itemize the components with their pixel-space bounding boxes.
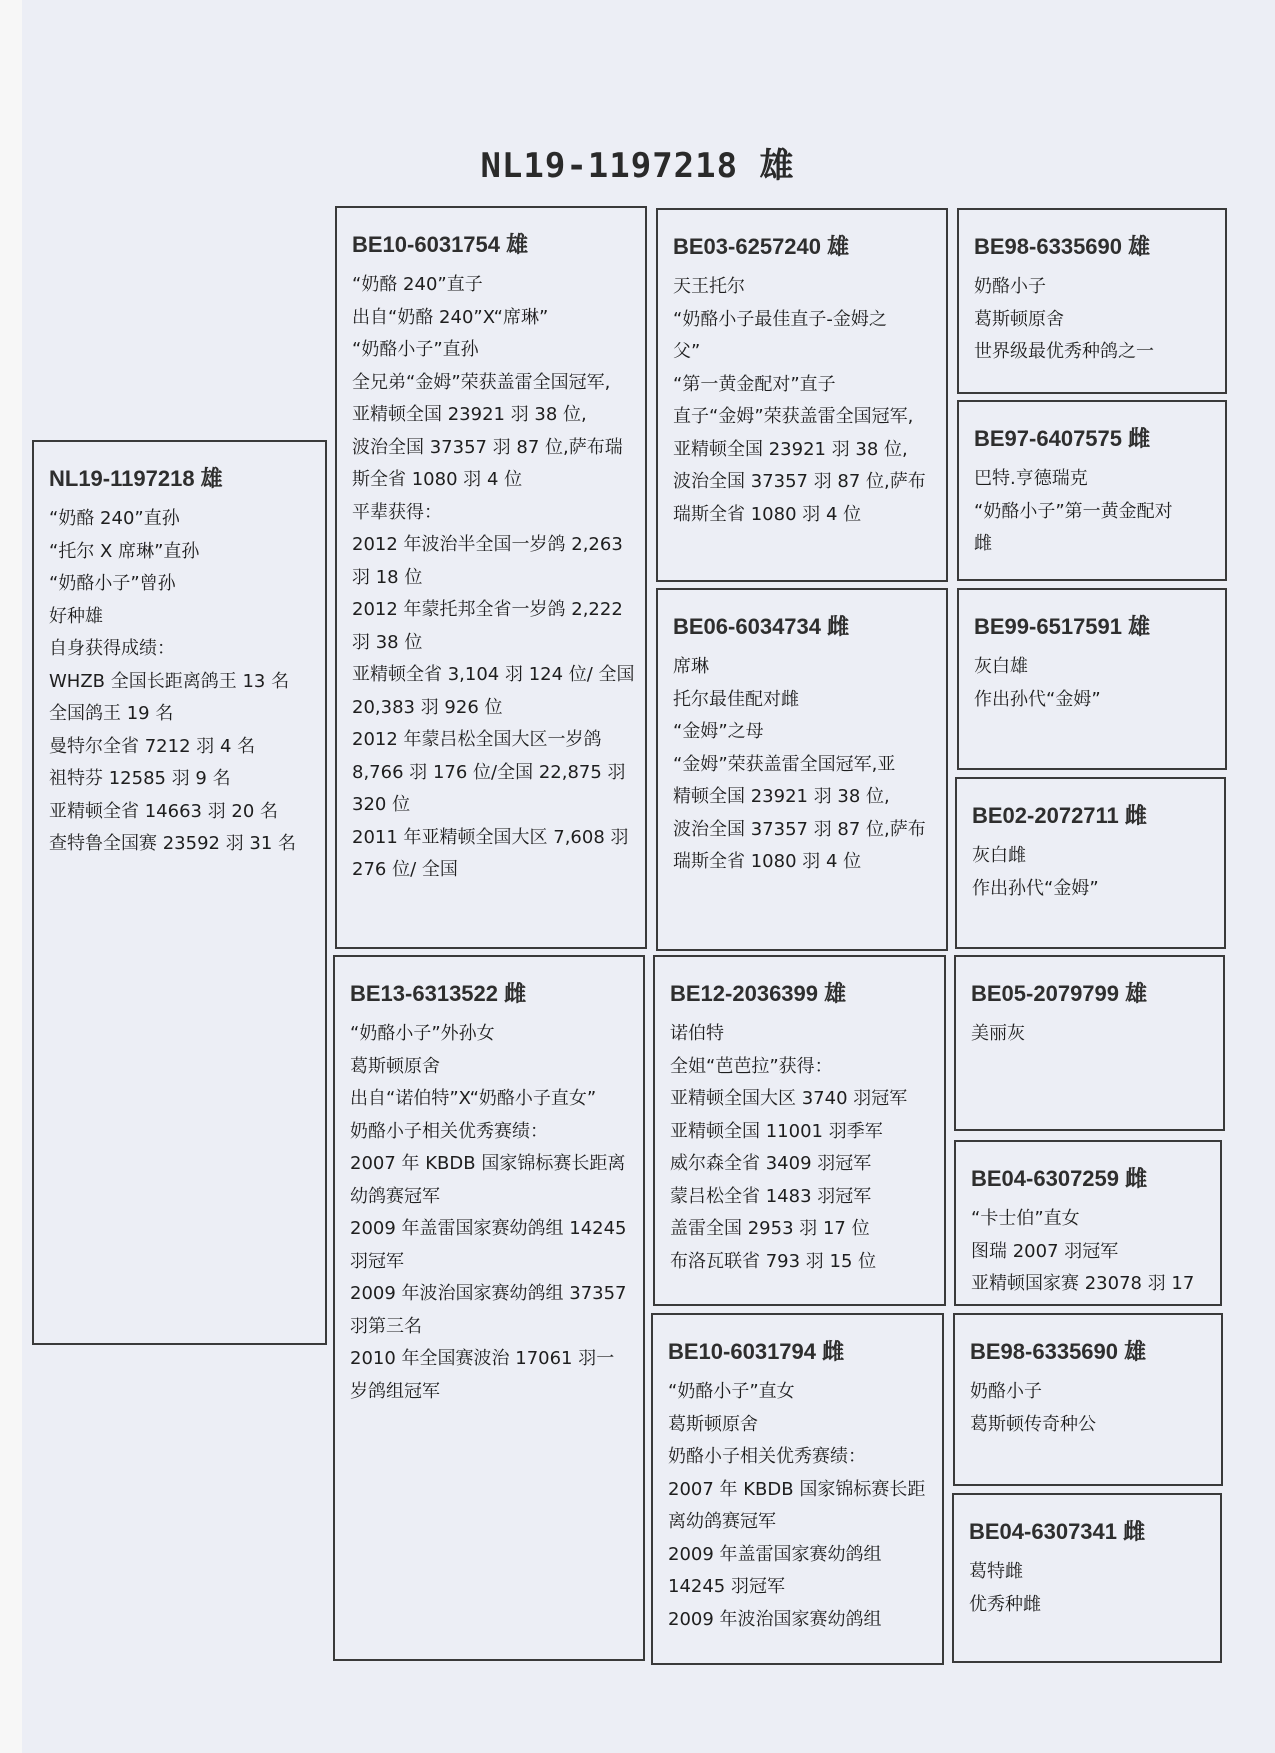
ring-number: BE99-6517591 雄: [974, 614, 1151, 639]
pedigree-line: 2012 年蒙吕松全国大区一岁鸽: [352, 729, 602, 750]
ring-number: BE97-6407575 雌: [974, 426, 1151, 451]
pedigree-line: 出自“奶酪 240”X“席琳”: [352, 306, 549, 328]
pedigree-line: 斯全省 1080 羽 4 位: [352, 469, 523, 490]
ring-number: BE04-6307259 雌: [971, 1166, 1148, 1191]
pedigree-line: 奶酪小子相关优秀赛绩：: [668, 1446, 866, 1467]
pedigree-line: 葛斯顿原舍: [974, 308, 1064, 330]
ring-number: BE12-2036399 雄: [670, 981, 847, 1006]
pedigree-line: 波治全国 37357 羽 87 位,萨布: [673, 818, 926, 840]
pedigree-line: 奶酪小子相关优秀赛绩：: [350, 1120, 548, 1142]
pedigree-line: 父”: [673, 341, 701, 362]
pedigree-line: 羽 38 位: [352, 631, 423, 653]
pedigree-line: 精顿全国 23921 羽 38 位,: [673, 786, 890, 807]
pedigree-line: “奶酪小子”曾孙: [49, 573, 176, 594]
ring-number: BE98-6335690 雄: [970, 1339, 1147, 1364]
pedigree-line: 出自“诺伯特”X“奶酪小子直女”: [350, 1088, 597, 1109]
pedigree-line: 离幼鸽赛冠军: [668, 1511, 776, 1532]
pedigree-line: 灰白雌: [972, 845, 1026, 866]
pedigree-line: 席琳: [673, 656, 709, 677]
pedigree-line: 图瑞 2007 羽冠军: [971, 1240, 1119, 1262]
pedigree-line: 亚精顿全省 3,104 羽 124 位/ 全国: [352, 664, 635, 685]
pedigree-line: 盖雷全国 2953 羽 17 位: [670, 1218, 870, 1239]
pedigree-line: 布洛瓦联省 793 羽 15 位: [670, 1250, 877, 1272]
pedigree-line: “奶酪小子”外孙女: [350, 1023, 495, 1044]
ring-number: BE03-6257240 雄: [673, 234, 850, 259]
pedigree-line: 岁鸽组冠军: [350, 1380, 440, 1402]
pedigree-line: 2009 年盖雷国家赛幼鸽组 14245: [350, 1218, 627, 1239]
pedigree-line: 羽第三名: [350, 1315, 422, 1337]
pedigree-line: “奶酪 240”直子: [352, 274, 483, 295]
pedigree-box-gp1: [957, 208, 1227, 394]
pedigree-line: 亚精顿全国 11001 羽季军: [670, 1120, 883, 1142]
pedigree-line: 14245 羽冠军: [668, 1576, 785, 1597]
pedigree-box-gp6: [954, 1140, 1222, 1306]
pedigree-box-dam: [333, 955, 645, 1661]
pedigree-line: 平辈获得：: [352, 501, 442, 523]
pedigree-line: 全兄弟“金姆”荣获盖雷全国冠军,: [352, 371, 611, 393]
pedigree-line: “托尔 X 席琳”直孙: [49, 540, 200, 562]
pedigree-line: “奶酪小子最佳直子-金姆之: [673, 308, 887, 330]
pedigree-line: 世界级最优秀种鸽之一: [974, 341, 1154, 362]
pedigree-line: 灰白雄: [974, 656, 1028, 677]
pedigree-line: 320 位: [352, 794, 411, 815]
pedigree-line: 瑞斯全省 1080 羽 4 位: [673, 503, 862, 525]
ring-number: BE13-6313522 雌: [350, 981, 527, 1006]
pedigree-box-sire-dam: [656, 588, 948, 951]
ring-number: BE05-2079799 雄: [971, 981, 1148, 1006]
pedigree-line: 巴特.亨德瑞克: [974, 468, 1088, 489]
pedigree-line: 好种雄: [49, 605, 103, 627]
pedigree-line: 作出孙代“金姆”: [972, 877, 1099, 899]
ring-number: BE06-6034734 雌: [673, 614, 850, 639]
pedigree-line: 奶酪小子: [974, 276, 1046, 297]
pedigree-line: 全国鸽王 19 名: [49, 703, 174, 724]
pedigree-line: 雌: [974, 533, 992, 554]
pedigree-box-gp2: [957, 400, 1227, 581]
pedigree-line: 2007 年 KBDB 国家锦标赛长距: [668, 1478, 926, 1500]
pedigree-line: 羽冠军: [350, 1250, 404, 1272]
pedigree-line: 幼鸽赛冠军: [350, 1185, 440, 1207]
pedigree-box-dam-sire: [653, 955, 946, 1306]
pedigree-line: 直子“金姆”荣获盖雷全国冠军,: [673, 406, 914, 427]
pedigree-line: 2010 年全国赛波治 17061 羽一: [350, 1348, 615, 1369]
pedigree-line: 2012 年蒙托邦全省一岁鸽 2,222: [352, 599, 623, 620]
pedigree-line: 2009 年盖雷国家赛幼鸽组: [668, 1543, 882, 1565]
pedigree-line: 亚精顿全国 23921 羽 38 位,: [352, 404, 587, 425]
pedigree-box-sire-sire: [656, 208, 948, 582]
pedigree-line: “金姆”荣获盖雷全国冠军,亚: [673, 753, 896, 775]
pedigree-line: 全姐“芭芭拉”获得：: [670, 1055, 833, 1077]
pedigree-line: 20,383 羽 926 位: [352, 696, 503, 718]
ring-number: NL19-1197218 雄: [49, 466, 223, 491]
pedigree-box-gp5: [954, 955, 1225, 1131]
pedigree-line: 威尔森全省 3409 羽冠军: [670, 1153, 872, 1174]
pedigree-line: 276 位/ 全国: [352, 859, 458, 880]
pedigree-box-gp7: [953, 1313, 1223, 1486]
ring-number: BE98-6335690 雄: [974, 234, 1151, 259]
pedigree-line: 羽 18 位: [352, 566, 423, 588]
pedigree-line: 亚精顿全国大区 3740 羽冠军: [670, 1088, 908, 1109]
pedigree-line: 瑞斯全省 1080 羽 4 位: [673, 851, 862, 872]
pedigree-line: 美丽灰: [971, 1023, 1025, 1044]
pedigree-box-gp4: [955, 777, 1226, 949]
pedigree-line: “奶酪小子”直女: [668, 1381, 795, 1402]
pedigree-box-gp3: [957, 588, 1227, 770]
pedigree-line: 2012 年波治半全国一岁鸽 2,263: [352, 534, 623, 555]
pedigree-line: 2009 年波治国家赛幼鸽组 37357: [350, 1283, 627, 1304]
pedigree-box-subject: [32, 440, 327, 1345]
pedigree-line: 葛斯顿原舍: [350, 1055, 440, 1077]
pedigree-box-gp8: [952, 1493, 1222, 1663]
page-edge: [0, 0, 22, 1753]
pedigree-line: 自身获得成绩：: [49, 638, 175, 659]
pedigree-line: “奶酪 240”直孙: [49, 508, 180, 529]
pedigree-line: 亚精顿全省 14663 羽 20 名: [49, 800, 279, 822]
pedigree-line: “金姆”之母: [673, 721, 764, 742]
pedigree-line: 葛特雌: [969, 1561, 1023, 1582]
pedigree-line: 葛斯顿传奇种公: [970, 1413, 1096, 1435]
pedigree-line: 祖特芬 12585 羽 9 名: [49, 768, 231, 789]
pedigree-line: 天王托尔: [673, 276, 745, 297]
ring-number: BE10-6031754 雄: [352, 232, 529, 257]
ring-number: BE10-6031794 雌: [668, 1339, 845, 1364]
pedigree-line: 2011 年亚精顿全国大区 7,608 羽: [352, 826, 629, 848]
pedigree-line: 2007 年 KBDB 国家锦标赛长距离: [350, 1153, 626, 1174]
pedigree-line: 奶酪小子: [970, 1381, 1042, 1402]
pedigree-line: 查特鲁全国赛 23592 羽 31 名: [49, 833, 297, 854]
pedigree-box-sire: [335, 206, 647, 949]
pedigree-line: 8,766 羽 176 位/全国 22,875 羽: [352, 761, 626, 783]
pedigree-line: 亚精顿国家赛 23078 羽 17: [971, 1273, 1195, 1294]
pedigree-line: 曼特尔全省 7212 羽 4 名: [49, 735, 256, 757]
pedigree-line: 作出孙代“金姆”: [974, 688, 1101, 710]
pedigree-line: “第一黄金配对”直子: [673, 373, 836, 395]
pedigree-line: 托尔最佳配对雌: [673, 688, 799, 710]
pedigree-line: 2009 年波治国家赛幼鸽组: [668, 1608, 882, 1630]
ring-number: BE02-2072711 雌: [972, 803, 1147, 828]
ring-number: BE04-6307341 雌: [969, 1519, 1146, 1544]
pedigree-line: 波治全国 37357 羽 87 位,萨布瑞: [352, 436, 623, 458]
pedigree-box-dam-dam: [651, 1313, 944, 1665]
pedigree-line: “奶酪小子”第一黄金配对: [974, 500, 1173, 522]
pedigree-line: 波治全国 37357 羽 87 位,萨布: [673, 471, 926, 492]
page-title: NL19-1197218 雄: [480, 146, 795, 186]
pedigree-line: WHZB 全国长距离鸽王 13 名: [49, 670, 290, 692]
pedigree-line: 葛斯顿原舍: [668, 1413, 758, 1435]
pedigree-line: 亚精顿全国 23921 羽 38 位,: [673, 438, 908, 460]
pedigree-line: 蒙吕松全省 1483 羽冠军: [670, 1185, 872, 1207]
pedigree-line: “奶酪小子”直孙: [352, 339, 479, 360]
pedigree-line: 优秀种雌: [969, 1593, 1041, 1615]
pedigree-line: 诺伯特: [670, 1023, 724, 1044]
pedigree-line: “卡士伯”直女: [971, 1208, 1080, 1229]
